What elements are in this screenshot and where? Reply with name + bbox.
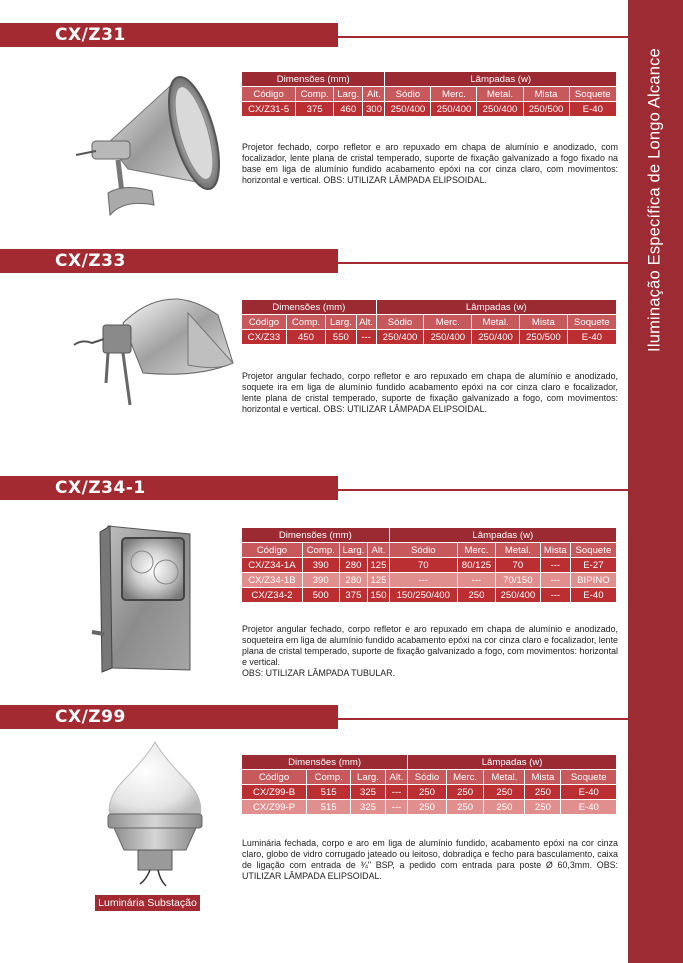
description-text: Projetor angular fechado, corpo refletor e aro repuxado em chapa de alumínio e anodizado, soquete ira em liga de alumínio fundido acabamento epóxi na cor cinza claro e focalizador, lente plana de cristal temperado, suporte de fixação galvanizado a fogo, com movimentos: horizontal e vertical. OBS: UTILIZAR LÂMPADA ELIPSOIDAL. — [242, 371, 618, 415]
col-header-sodio: Sódio — [389, 543, 457, 558]
table-cell: 150/250/400 — [389, 588, 457, 603]
table-cell: 250 — [446, 800, 484, 815]
table-cell: 250 — [484, 785, 525, 800]
table-cell: E-40 — [570, 588, 616, 603]
col-header-metal: Metal. — [472, 315, 520, 330]
table-cell: E-40 — [569, 102, 616, 117]
table-cell: 325 — [351, 800, 386, 815]
table-cell: 250 — [408, 785, 447, 800]
product-description-cx-z99 — [242, 838, 618, 882]
table-cell: 250 — [525, 800, 561, 815]
col-header-codigo: Código — [242, 315, 287, 330]
col-header-mista: Mista — [523, 87, 569, 102]
section-title: CX/Z33 — [55, 251, 126, 271]
product-image-cx-z31 — [68, 65, 220, 225]
col-header-alt: Alt. — [368, 543, 389, 558]
section-header-cx-z31 — [0, 23, 338, 47]
table-cell: CX/Z31-5 — [242, 102, 296, 117]
table-cell: BIPINO — [570, 573, 616, 588]
table-cell: 150 — [368, 588, 389, 603]
table-row — [242, 330, 617, 345]
table-cell: 250/500 — [523, 102, 569, 117]
description-text: Projetor angular fechado, corpo refletor e aro repuxado em chapa de alumínio e anodizado, soqueteira em liga de alumínio fundido acabamento epóxi na cor cinza claro e focalizador, lente plana de cristal temperado, suporte de fixação galvanizado a fogo, com movimentos: horizontal e vertical. — [242, 624, 618, 668]
table-cell: 500 — [302, 588, 339, 603]
col-header-comp: Comp. — [296, 87, 334, 102]
table-cell: 280 — [339, 573, 368, 588]
table-cell: --- — [385, 785, 407, 800]
table-cell: 250/400 — [385, 102, 431, 117]
table-cell: CX/Z34-2 — [242, 588, 303, 603]
table-cell: --- — [389, 573, 457, 588]
table-cell: 250 — [457, 588, 495, 603]
table-cell: --- — [540, 573, 570, 588]
section-rule — [338, 262, 628, 264]
spec-table-cx-z31 — [241, 71, 617, 117]
table-row — [242, 102, 617, 117]
section-rule — [338, 718, 628, 720]
table-cell: CX/Z99-P — [242, 800, 307, 815]
table-cell: 125 — [368, 573, 389, 588]
product-description-cx-z31 — [242, 142, 618, 186]
col-header-metal: Metal. — [495, 543, 540, 558]
table-cell: 250 — [484, 800, 525, 815]
col-header-soquete: Soquete — [567, 315, 616, 330]
section-rule — [338, 489, 628, 491]
table-cell: 390 — [302, 573, 339, 588]
col-header-comp: Comp. — [302, 543, 339, 558]
table-cell: 80/125 — [457, 558, 495, 573]
table-cell: 375 — [296, 102, 334, 117]
col-header-larg: Larg. — [326, 315, 357, 330]
section-title: CX/Z31 — [55, 25, 126, 45]
table-cell: E-40 — [567, 330, 616, 345]
table-row — [242, 573, 617, 588]
col-header-merc: Merc. — [446, 770, 484, 785]
group-header-dimensions: Dimensões (mm) — [242, 72, 385, 87]
col-header-metal: Metal. — [484, 770, 525, 785]
table-row — [242, 785, 617, 800]
col-header-soquete: Soquete — [569, 87, 616, 102]
spec-table-cx-z99 — [241, 754, 617, 815]
product-image-cx-z99 — [100, 738, 210, 893]
section-title: CX/Z34-1 — [55, 478, 146, 498]
col-header-mista: Mista — [525, 770, 561, 785]
description-obs: OBS: UTILIZAR LÂMPADA TUBULAR. — [242, 668, 396, 679]
table-cell: CX/Z99-B — [242, 785, 307, 800]
col-header-sodio: Sódio — [385, 87, 431, 102]
section-rule — [338, 36, 628, 38]
col-header-soquete: Soquete — [570, 543, 616, 558]
section-header-cx-z99 — [0, 705, 338, 729]
table-row — [242, 588, 617, 603]
table-cell: 250/400 — [477, 102, 523, 117]
table-cell: --- — [356, 330, 376, 345]
table-row — [242, 800, 617, 815]
product-description-cx-z34-1 — [242, 624, 618, 679]
group-header-dimensions: Dimensões (mm) — [242, 528, 390, 543]
col-header-comp: Comp. — [286, 315, 325, 330]
table-cell: --- — [457, 573, 495, 588]
table-cell: E-40 — [561, 785, 617, 800]
description-text: Luminária fechada, corpo e aro em liga de alumínio fundido, acabamento epóxi na cor cinza claro, globo de vidro corrugado jateado ou leitoso, dobradiça e fecho para basculamento, caixa de ligação com entrada de ¾" BSP, a pedido com entrada para poste Ø 60,3mm. OBS: UTILIZAR LÂMPADA ELIPSOIDAL. — [242, 838, 618, 882]
table-cell: 460 — [333, 102, 363, 117]
table-cell: 390 — [302, 558, 339, 573]
table-cell: CX/Z34-1A — [242, 558, 303, 573]
table-cell: --- — [540, 588, 570, 603]
product-image-cx-z33 — [68, 293, 238, 408]
product-caption: Luminária Substação — [95, 895, 200, 911]
table-cell: E-40 — [561, 800, 617, 815]
col-header-comp: Comp. — [307, 770, 351, 785]
col-header-merc: Merc. — [431, 87, 477, 102]
table-cell: 250 — [408, 800, 447, 815]
spec-table-cx-z34-1 — [241, 527, 617, 603]
col-header-larg: Larg. — [333, 87, 363, 102]
table-cell: E-27 — [570, 558, 616, 573]
col-header-alt: Alt. — [363, 87, 385, 102]
table-cell: 550 — [326, 330, 357, 345]
spec-table-cx-z33 — [241, 299, 617, 345]
col-header-merc: Merc. — [457, 543, 495, 558]
product-image-cx-z34-1 — [90, 522, 200, 674]
col-header-sodio: Sódio — [376, 315, 424, 330]
table-cell: CX/Z34-1B — [242, 573, 303, 588]
table-cell: --- — [540, 558, 570, 573]
col-header-mista: Mista — [540, 543, 570, 558]
table-cell: 250/400 — [431, 102, 477, 117]
col-header-alt: Alt. — [385, 770, 407, 785]
col-header-mista: Mista — [519, 315, 567, 330]
group-header-lamps: Lâmpadas (w) — [385, 72, 617, 87]
group-header-dimensions: Dimensões (mm) — [242, 300, 377, 315]
col-header-larg: Larg. — [351, 770, 386, 785]
table-cell: 280 — [339, 558, 368, 573]
group-header-lamps: Lâmpadas (w) — [376, 300, 616, 315]
section-title: CX/Z99 — [55, 707, 126, 727]
table-cell: 375 — [339, 588, 368, 603]
col-header-codigo: Código — [242, 87, 296, 102]
table-cell: 450 — [286, 330, 325, 345]
col-header-sodio: Sódio — [408, 770, 447, 785]
table-cell: 250 — [446, 785, 484, 800]
col-header-soquete: Soquete — [561, 770, 617, 785]
table-cell: 515 — [307, 800, 351, 815]
col-header-alt: Alt. — [356, 315, 376, 330]
table-cell: 515 — [307, 785, 351, 800]
table-cell: 250/500 — [519, 330, 567, 345]
col-header-codigo: Código — [242, 543, 303, 558]
description-text: Projetor fechado, corpo refletor e aro repuxado em chapa de alumínio e anodizado, com focalizador, lente plana de cristal temperado, suporte de fixação galvanizado a fogo fixado na base em liga de alumínio fundido acabamento epóxi na cor cinza claro, com movimentos: horizontal e vertical. OBS: UTILIZAR LÂMPADA ELIPSOIDAL. — [242, 142, 618, 186]
table-cell: 70 — [495, 558, 540, 573]
col-header-metal: Metal. — [477, 87, 523, 102]
table-cell: 300 — [363, 102, 385, 117]
table-cell: 250/400 — [495, 588, 540, 603]
sidebar-title: Iluminação Específica de Longo Alcance — [645, 48, 664, 352]
group-header-dimensions: Dimensões (mm) — [242, 755, 408, 770]
table-cell: 70/150 — [495, 573, 540, 588]
table-cell: 325 — [351, 785, 386, 800]
table-row — [242, 558, 617, 573]
group-header-lamps: Lâmpadas (w) — [389, 528, 616, 543]
table-cell: --- — [385, 800, 407, 815]
table-cell: 250/400 — [376, 330, 424, 345]
table-cell: 70 — [389, 558, 457, 573]
table-cell: 250/400 — [472, 330, 520, 345]
table-cell: 250/400 — [424, 330, 472, 345]
product-description-cx-z33 — [242, 371, 618, 415]
table-cell: 125 — [368, 558, 389, 573]
table-cell: CX/Z33 — [242, 330, 287, 345]
section-header-cx-z34-1 — [0, 476, 338, 500]
section-header-cx-z33 — [0, 249, 338, 273]
col-header-codigo: Código — [242, 770, 307, 785]
table-cell: 250 — [525, 785, 561, 800]
col-header-merc: Merc. — [424, 315, 472, 330]
col-header-larg: Larg. — [339, 543, 368, 558]
group-header-lamps: Lâmpadas (w) — [408, 755, 617, 770]
